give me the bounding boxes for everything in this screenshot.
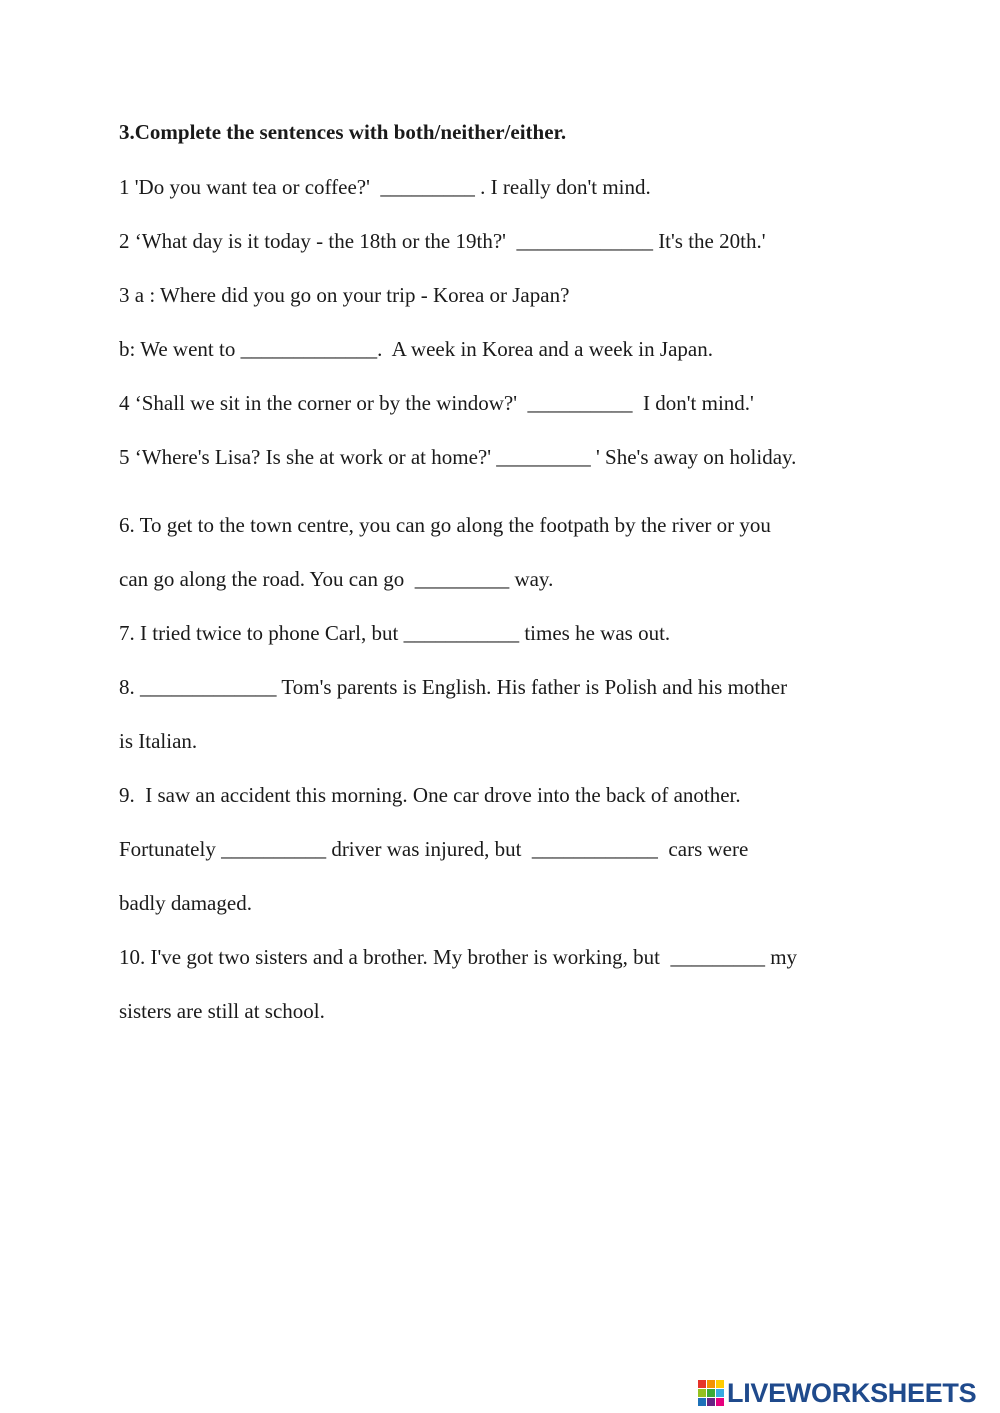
sentence-5: 5 ‘Where's Lisa? Is she at work or at home?' _________ ' She's away on holiday.: [119, 445, 797, 469]
sentence-6-line-1: 6. To get to the town centre, you can go along the footpath by the river or you: [119, 513, 771, 537]
sentence-9-line-2: Fortunately __________ driver was injured, but ____________ cars were: [119, 837, 749, 861]
sentence-8-line-2: is Italian.: [119, 729, 198, 753]
sentence-8-line-1: 8. _____________ Tom's parents is English. His father is Polish and his mother: [119, 675, 788, 699]
sentence-4: 4 ‘Shall we sit in the corner or by the window?' __________ I don't mind.': [119, 391, 754, 415]
sentence-10-line-1: 10. I've got two sisters and a brother. My brother is working, but _________ my: [119, 945, 798, 969]
sentence-9-line-3: badly damaged.: [119, 891, 252, 915]
sentence-3b: b: We went to _____________. A week in Korea and a week in Japan.: [119, 337, 713, 361]
sentence-1: 1 'Do you want tea or coffee?' _________ . I really don't mind.: [119, 175, 651, 199]
liveworksheets-logo-icon: [698, 1380, 724, 1406]
sentence-9-line-1: 9. I saw an accident this morning. One car drove into the back of another.: [119, 783, 741, 807]
sentence-3a: 3 a : Where did you go on your trip - Korea or Japan?: [119, 283, 570, 307]
sentence-2: 2 ‘What day is it today - the 18th or the 19th?' _____________ It's the 20th.': [119, 229, 766, 253]
sentence-6-line-2: can go along the road. You can go _________ way.: [119, 567, 554, 591]
sentence-10-line-2: sisters are still at school.: [119, 999, 325, 1023]
worksheet-title: 3.Complete the sentences with both/neither/either.: [119, 120, 567, 144]
liveworksheets-logo: [698, 1376, 976, 1410]
liveworksheets-logo-text: LIVEWORKSHEETS: [727, 1377, 977, 1408]
sentence-7: 7. I tried twice to phone Carl, but ___________ times he was out.: [119, 621, 671, 645]
